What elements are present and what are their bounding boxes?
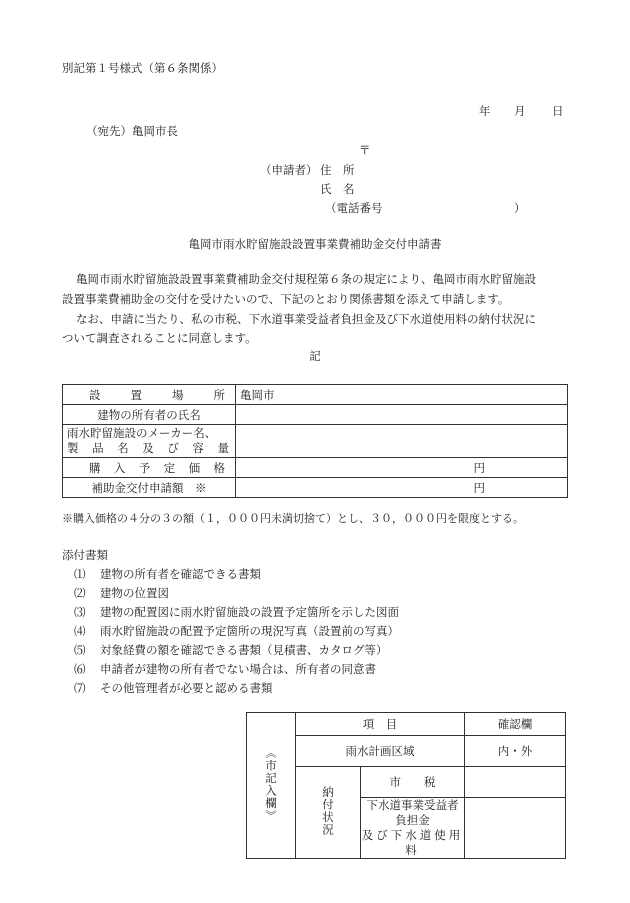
location-label: 設置場所: [89, 387, 225, 402]
payment-status-label: 納付状況: [321, 786, 335, 836]
applicant-role: （申請者）: [260, 163, 318, 177]
list-item: ⑷ 雨水貯留施設の配置予定箇所の現況写真（設置前の写真）: [74, 624, 399, 638]
owner-value[interactable]: [236, 405, 568, 425]
document-title: 亀岡市雨水貯留施設設置事業費補助金交付申請書: [188, 237, 442, 251]
city-tax-value[interactable]: [465, 767, 566, 798]
sewer-value[interactable]: [465, 798, 566, 859]
list-item: ⑸ 対象経費の額を確認できる書類（見積書、カタログ等）: [74, 643, 388, 657]
price-note: ※購入価格の４分の３の額（１，０００円未満切捨て）とし、３０，０００円を限度とする。: [62, 512, 524, 525]
location-label-cell: [63, 385, 236, 405]
payment-status-cell: [296, 767, 361, 859]
sewer-label-line2: 及び下水道使用料: [361, 828, 464, 857]
item-header: 項 目: [296, 713, 465, 736]
city-tax-label: 市 税: [361, 767, 465, 798]
date-day: 日: [552, 104, 564, 118]
date-month: 月: [514, 104, 526, 118]
sewer-label-line1: 下水道事業受益者負担金: [366, 798, 459, 827]
postal-mark: 〒: [359, 143, 371, 157]
maker-label-cell: [63, 425, 236, 458]
body-para2-line2: ついて調査されることに同意します。: [62, 331, 257, 345]
maker-value[interactable]: [236, 425, 568, 458]
price-label-cell: [63, 458, 236, 478]
addressee: （宛先）亀岡市長: [86, 124, 178, 138]
list-item: ⑴ 建物の所有者を確認できる書類: [74, 567, 261, 581]
request-value[interactable]: 円: [236, 478, 568, 498]
request-label: 補助金交付申請額 ※: [63, 478, 236, 498]
body-para2-line1: なお、申請に当たり、私の市税、下水道事業受益者負担金及び下水道使用料の納付状況に: [76, 312, 536, 326]
form-label: 別記第１号様式（第６条関係）: [62, 61, 223, 75]
owner-label: 建物の所有者の氏名: [63, 405, 236, 425]
phone-close: ）: [514, 201, 526, 215]
price-value[interactable]: 円: [236, 458, 568, 478]
list-item: ⑵ 建物の位置図: [74, 586, 169, 600]
list-item: ⑶ 建物の配置図に雨水貯留施設の設置予定箇所を示した図面: [74, 605, 399, 619]
attachments-heading: 添付書類: [62, 548, 108, 562]
maker-label-line2: 製品名及び容量: [67, 441, 229, 455]
phone-label: （電話番号: [325, 201, 383, 215]
date-year: 年: [479, 104, 491, 118]
location-value[interactable]: 亀岡市: [236, 385, 568, 405]
application-table: [62, 384, 568, 498]
ki-mark: 記: [309, 349, 321, 363]
rain-area-label: 雨水計画区域: [296, 736, 465, 767]
name-label: 氏 名: [320, 182, 355, 196]
sewer-label-cell: [361, 798, 465, 859]
price-label: 購入予定価格: [89, 460, 225, 475]
check-header: 確認欄: [465, 713, 566, 736]
list-item: ⑺ その他管理者が必要と認める書類: [74, 681, 273, 695]
body-para1-line1: 亀岡市雨水貯留施設設置事業費補助金交付規程第６条の規定により、亀岡市雨水貯留施設: [76, 272, 536, 286]
attachments-list: [74, 566, 399, 699]
city-side-label: 《市記入欄》: [264, 746, 278, 822]
rain-area-value[interactable]: 内・外: [465, 736, 566, 767]
city-use-table: [246, 712, 566, 859]
list-item: ⑹ 申請者が建物の所有者でない場合は、所有者の同意書: [74, 662, 376, 676]
city-side-label-cell: [247, 713, 296, 859]
body-para1-line2: 設置事業費補助金の交付を受けたいので、下記のとおり関係書類を添えて申請します。: [62, 292, 510, 306]
maker-label-line1: 雨水貯留施設のメーカー名、: [67, 426, 217, 440]
address-label: 住 所: [320, 163, 355, 177]
